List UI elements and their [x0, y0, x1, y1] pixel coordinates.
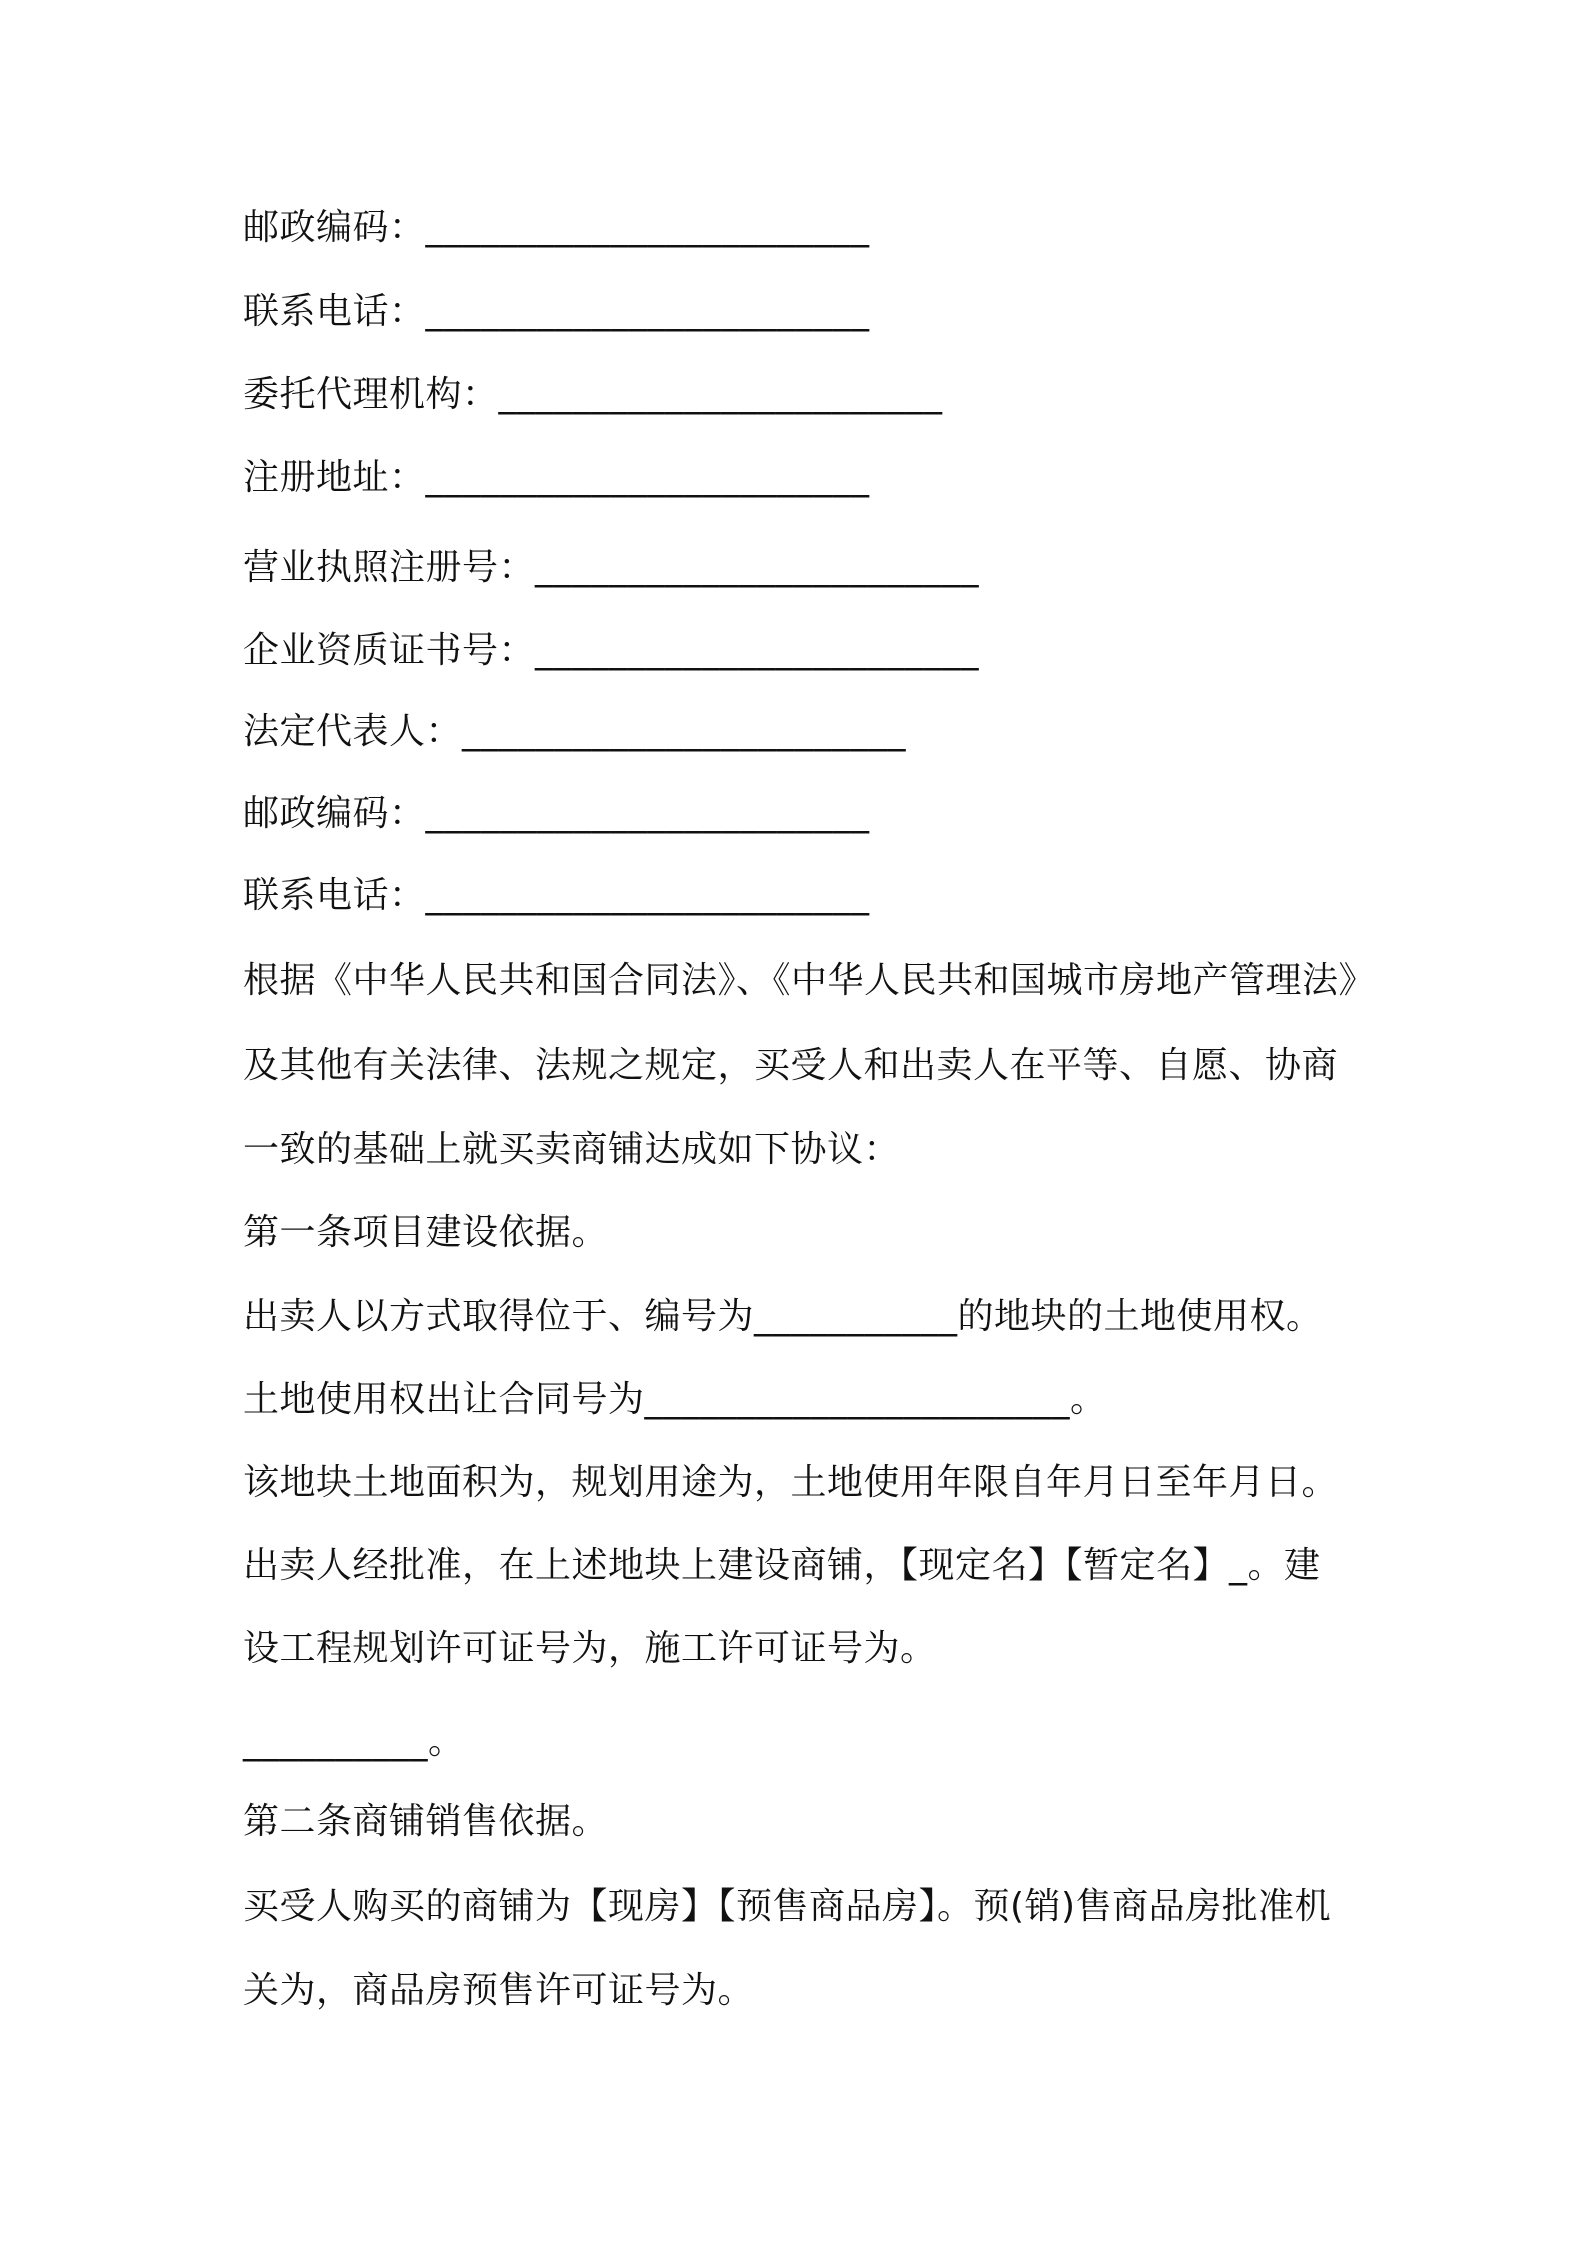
article-heading: 第一条项目建设依据。 — [243, 1212, 609, 1253]
article-heading: 第二条商铺销售依据。 — [243, 1801, 609, 1842]
paragraph-line: 出卖人经批准，在上述地块上建设商铺，【现定名】【暂定名】_。建 — [243, 1545, 1321, 1586]
agency-line: 委托代理机构：________________________ — [243, 374, 943, 415]
paragraph-line: 根据《中华人民共和国合同法》、《中华人民共和国城市房地产管理法》 — [243, 960, 1376, 1001]
business-license-line: 营业执照注册号：________________________ — [243, 547, 980, 588]
registered-address-line: 注册地址：________________________ — [243, 457, 870, 498]
paragraph-line: 及其他有关法律、法规之规定，买受人和出卖人在平等、自愿、协商 — [243, 1045, 1339, 1086]
phone-line: 联系电话：________________________ — [243, 291, 870, 332]
postal-code-line: 邮政编码：________________________ — [243, 207, 870, 248]
paragraph-line: 该地块土地面积为，规划用途为，土地使用年限自年月日至年月日。 — [243, 1462, 1339, 1503]
paragraph-line: 一致的基础上就买卖商铺达成如下协议： — [243, 1129, 901, 1170]
paragraph-line: 设工程规划许可证号为，施工许可证号为。 — [243, 1628, 937, 1669]
legal-representative-line: 法定代表人：________________________ — [243, 711, 907, 752]
paragraph-line: __________。 — [243, 1721, 465, 1762]
qualification-certificate-line: 企业资质证书号：________________________ — [243, 630, 980, 671]
postal-code-line-2: 邮政编码：________________________ — [243, 793, 870, 834]
paragraph-line: 买受人购买的商铺为【现房】【预售商品房】。预(销)售商品房批准机 — [243, 1886, 1332, 1927]
paragraph-line: 土地使用权出让合同号为_______________________。 — [243, 1379, 1107, 1420]
paragraph-line: 出卖人以方式取得位于、编号为___________的地块的土地使用权。 — [243, 1296, 1323, 1337]
phone-line-2: 联系电话：________________________ — [243, 875, 870, 916]
paragraph-line: 关为，商品房预售许可证号为。 — [243, 1970, 755, 2011]
